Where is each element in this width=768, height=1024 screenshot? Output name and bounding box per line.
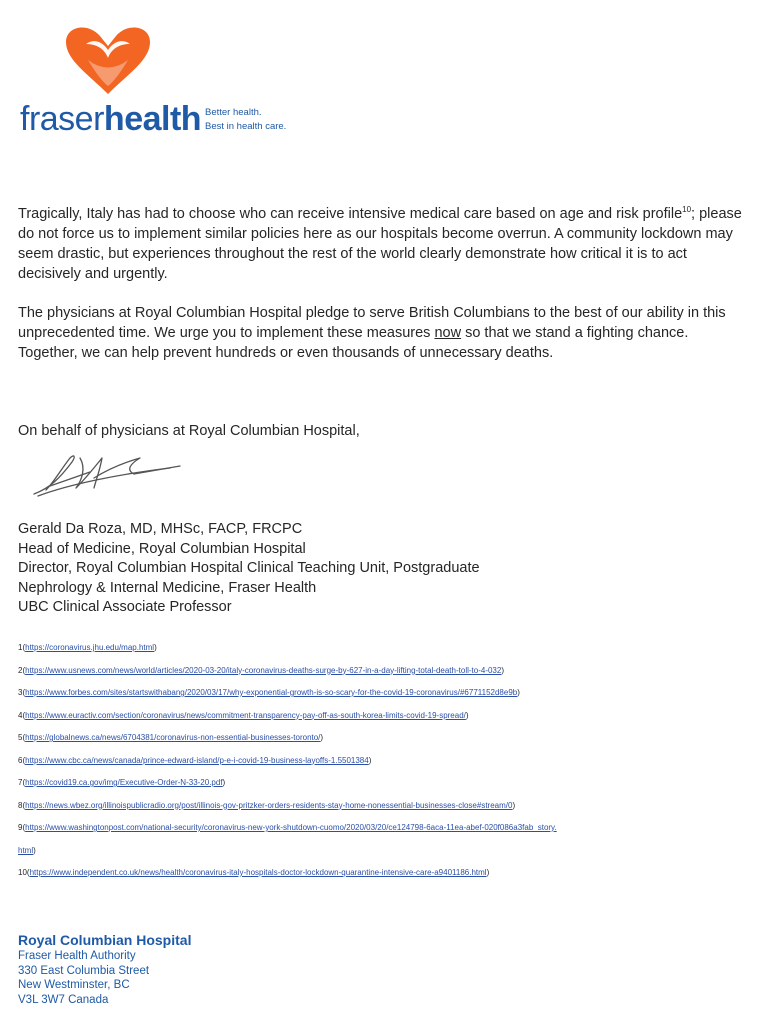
reference-link[interactable]: https://covid19.ca.gov/img/Executive-Order-N-33-20.pdf [25,778,223,787]
tagline-line-2: Best in health care. [205,121,287,132]
brand-health: health [103,100,202,138]
signatory-name: Gerald Da Roza, MD, MHSc, FACP, FRCPC [18,521,303,537]
signatory-title-4: UBC Clinical Associate Professor [18,599,232,615]
reference-link[interactable]: https://www.cbc.ca/news/canada/prince-edward-island/p-e-i-covid-19-business-layoffs-1.5501384 [25,755,369,765]
reference-link[interactable]: https://www.washingtonpost.com/national-security/coronavirus-new-york-shutdown-cuomo/2020/03/20/ce124798-6aca-11ea-abef-020f086a3fab_story. [25,823,557,832]
paragraph-pledge-start: The physicians at Royal Columbian Hospital pledge to serve British Columbians to the best of our ability in this unprecedented time. We urge you to implement these measures [18,305,726,341]
signatory-title-1: Head of Medicine, Royal Columbian Hospital [18,540,306,557]
footnote-ref: 10 [682,205,692,215]
reference-item: 10(https://www.independent.co.uk/news/health/coronavirus-italy-hospitals-doctor-lockdown-quarantine-intensive-care-a9401186.html) [18,868,490,877]
signatory-title-3: Nephrology & Internal Medicine, Fraser Health [18,579,317,596]
reference-link[interactable]: https://globalnews.ca/news/6704381/coronavirus-non-essential-businesses-toronto/ [25,733,321,742]
reference-item: 4(https://www.euractiv.com/section/coronavirus/news/commitment-transparency-pay-off-as-south-korea-limits-covid-19-spread/) [18,710,469,720]
hospital-name: Royal Columbian Hospital [18,932,192,948]
paragraph-italy [18,204,746,284]
reference-link[interactable]: https://news.wbez.org/illinoispublicradio.org/post/illinois-gov-pritzker-orders-residents-stay-home-nonessential-businesses-close#stream/0 [25,800,513,810]
address-line-4: V3L 3W7 Canada [18,993,109,1006]
fraser-health-logo [20,14,320,144]
signature-block [18,520,480,618]
emphasis-now: now [434,325,462,341]
reference-item: 3(https://www.forbes.com/sites/startswithabang/2020/03/17/why-exponential-growth-is-so-scary-for-the-covid-19-coronavirus/#6771152d8e9b) [18,688,520,697]
reference-item: 5(https://globalnews.ca/news/6704381/coronavirus-non-essential-businesses-toronto/) [18,733,324,742]
reference-item: 6(https://www.cbc.ca/news/canada/prince-edward-island/p-e-i-covid-19-business-layoffs-1.5501384) [18,755,372,765]
paragraph-italy-text: Tragically, Italy has had to choose who can receive intensive medical care based on age and risk profile [18,206,683,222]
heart-logo-icon [58,20,158,100]
reference-link[interactable]: https://www.euractiv.com/section/coronavirus/news/commitment-transparency-pay-off-as-south-korea-limits-covid-19-spread/ [25,710,466,720]
signatory-title-2: Director, Royal Columbian Hospital Clinical Teaching Unit, Postgraduate [18,560,480,576]
brand-wordmark [20,100,201,139]
hospital-address [18,931,191,1007]
address-line-2: 330 East Columbia Street [18,964,150,977]
reference-item: 2(https://www.usnews.com/news/world/articles/2020-03-20/italy-coronavirus-deaths-surge-by-627-in-a-day-lifting-total-death-toll-to-4-032) [18,665,505,675]
reference-link[interactable]: https://www.forbes.com/sites/startswithabang/2020/03/17/why-exponential-growth-is-so-scary-for-the-covid-19-coronavirus/#6771152d8e9b [25,688,518,697]
reference-item: 9(https://www.washingtonpost.com/national-security/coronavirus-new-york-shutdown-cuomo/2020/03/20/ce124798-6aca-11ea-abef-020f086a3fab_story. [18,823,557,832]
closing-line: On behalf of physicians at Royal Columbian Hospital, [18,423,360,439]
address-line-1: Fraser Health Authority [18,950,136,962]
brand-tagline [205,106,286,134]
paragraph-italy-rest: ; please do not force us to implement similar policies here as our hospitals become overrun. A community lockdown may seem drastic, but experiences throughout the rest of the world clearly demonstrate how critical it is to act decisively and urgently. [18,206,742,282]
paragraph-pledge-end: so that we stand a fighting chance. Together, we can help prevent hundreds or even thousands of unnecessary deaths. [18,325,689,361]
reference-link[interactable]: https://www.independent.co.uk/news/health/coronavirus-italy-hospitals-doctor-lockdown-quarantine-intensive-care-a9401186.html [29,868,487,877]
address-line-3: New Westminster, BC [18,979,130,991]
reference-link[interactable]: https://www.usnews.com/news/world/articles/2020-03-20/italy-coronavirus-deaths-surge-by-627-in-a-day-lifting-total-death-toll-to-4-032 [25,665,502,675]
reference-link[interactable]: https://coronavirus.jhu.edu/map.html [25,643,155,652]
references-list [18,637,758,885]
reference-item: html) [18,845,36,855]
reference-item: 1(https://coronavirus.jhu.edu/map.html) [18,643,157,652]
reference-item: 8(https://news.wbez.org/illinoispublicradio.org/post/illinois-gov-pritzker-orders-residents-stay-home-nonessential-businesses-close#stream/0) [18,800,516,810]
signature-icon [30,448,190,500]
reference-item: 7(https://covid19.ca.gov/img/Executive-Order-N-33-20.pdf) [18,778,226,787]
paragraph-pledge [18,303,746,363]
brand-fraser: fraser [20,100,104,138]
reference-link[interactable]: html [18,845,34,855]
tagline-line-1: Better health. [205,107,262,118]
